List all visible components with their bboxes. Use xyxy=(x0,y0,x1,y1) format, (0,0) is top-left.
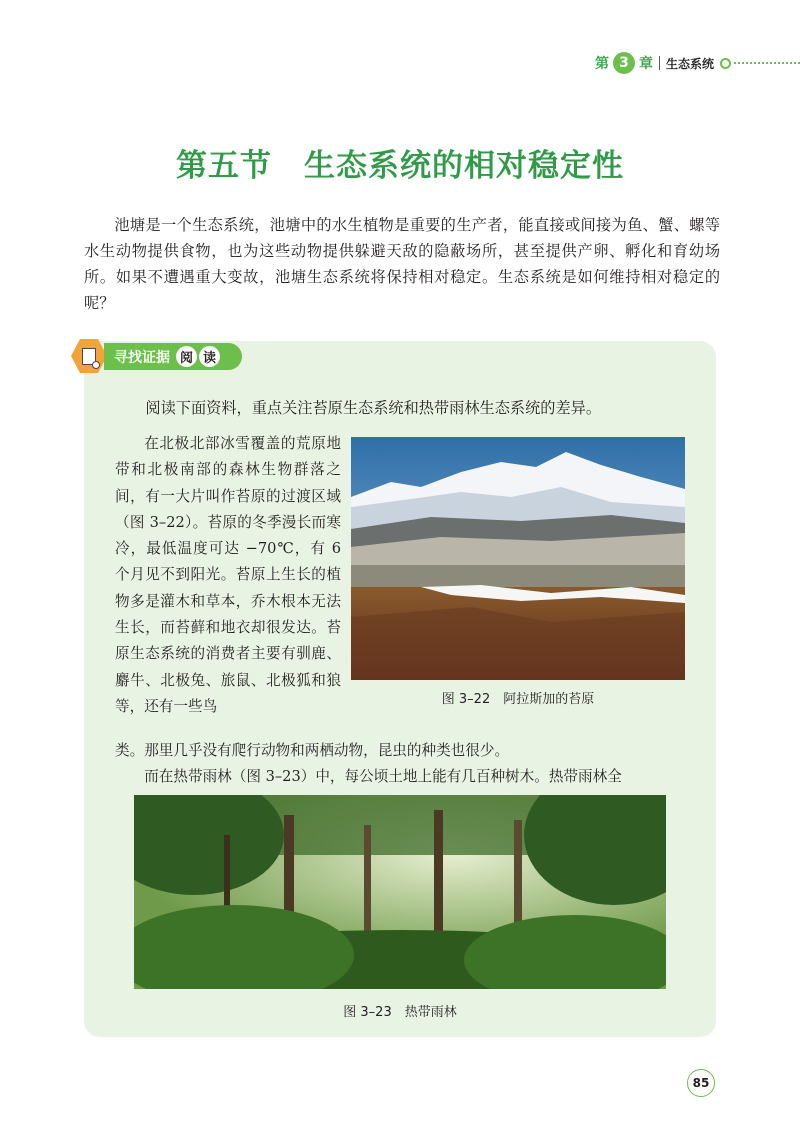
chapter-title: 生态系统 xyxy=(665,56,714,71)
figure-caption-tundra: 图 3–22 阿拉斯加的苔原 xyxy=(441,692,595,707)
intro-paragraph: 池塘是一个生态系统，池塘中的水生植物是重要的生产者，能直接或间接为鱼、蟹、螺等水生动物提供食物，也为这些动物提供躲避天敌的隐蔽场所，甚至提供产卵、孵化和育幼场所。如果不遭遇重大变故，池塘生态系统将保持相对稳定。生态系统是如何维持相对稳定的呢？ xyxy=(84,216,720,312)
rainforest-paragraph: 而在热带雨林（图 3–23）中，每公顷土地上能有几百种树木。热带雨林全 xyxy=(144,768,622,785)
dotted-rule xyxy=(734,62,800,64)
chapter-suffix: 章 xyxy=(638,56,653,72)
tundra-paragraph: 在北极北部冰雪覆盖的荒原地带和北极南部的森林生物群落之间，有一大片叫作苔原的过渡区域（图 3–22）。苔原的冬季漫长而寒冷，最低温度可达 −70℃，有 6 个月见不到阳光。苔原上生长的植物多是灌木和草本，乔木根本无法生长，而苔藓和地衣却很发达。苔原生态系统的消费者主要有驯鹿、麝牛、北极兔、旅鼠、北极狐和狼等，还有一些鸟 xyxy=(115,435,341,715)
ring-icon xyxy=(720,58,731,69)
read-char-1: 阅 xyxy=(176,346,197,367)
tundra-paragraph-continued: 类。那里几乎没有爬行动物和两栖动物，昆虫的种类也很少。 xyxy=(115,742,510,759)
page-number: 85 xyxy=(687,1069,715,1097)
figure-caption-rainforest: 图 3–23 热带雨林 xyxy=(343,1005,457,1020)
read-char-2: 读 xyxy=(199,346,220,367)
chapter-header xyxy=(595,52,800,74)
reading-instruction: 阅读下面资料，重点关注苔原生态系统和热带雨林生态系统的差异。 xyxy=(145,399,602,417)
rainforest-photo xyxy=(134,795,666,989)
evidence-tag xyxy=(104,343,242,370)
chapter-number-badge: 3 xyxy=(613,52,635,74)
chapter-prefix: 第 xyxy=(594,56,609,72)
section-title: 第五节 生态系统的相对稳定性 xyxy=(176,148,624,184)
evidence-label: 寻找证据 xyxy=(114,349,170,366)
tundra-photo xyxy=(351,437,685,680)
header-divider xyxy=(659,56,660,70)
